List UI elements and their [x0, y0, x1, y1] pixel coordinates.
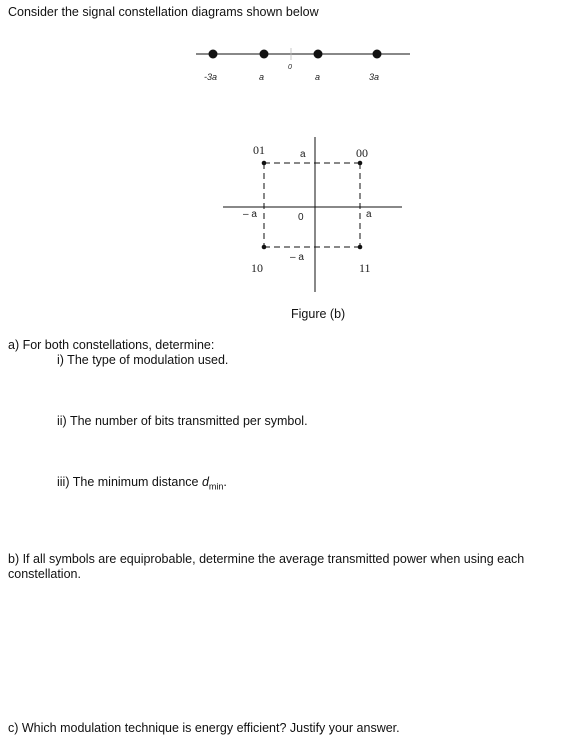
dmin-symbol: d — [201, 475, 209, 489]
figure-b-caption: Figure (b) — [291, 307, 346, 321]
figure-b-point — [358, 161, 363, 166]
figure-b-point — [262, 245, 267, 250]
question-b: b) If all symbols are equiprobable, determine the average transmitted power when using each constellation. — [8, 552, 525, 581]
figure-b-axis-label: 0 — [298, 212, 304, 223]
question-a-intro: a) For both constellations, determine: — [8, 338, 215, 352]
figure-b-constellation — [0, 0, 562, 300]
figure-b-point — [262, 161, 267, 166]
figure-b-square — [264, 163, 360, 247]
figure-b-axis-label: – a — [243, 209, 257, 220]
question-a-iii-text: iii) The minimum distance — [57, 475, 202, 489]
question-a-iii-end: . — [223, 475, 227, 489]
figure-a-tick-label: a — [315, 72, 321, 82]
figure-b-axis-label: – a — [290, 252, 304, 263]
dmin-subscript: min — [208, 481, 224, 492]
figure-b-point — [358, 245, 363, 250]
figure-a-tick-label: 0 — [288, 64, 292, 71]
figure-b-symbol-label: 10 — [251, 261, 263, 275]
figure-b-axis-label: a — [300, 149, 306, 160]
intro-text: Consider the signal constellation diagrams shown below — [8, 5, 319, 19]
question-c: c) Which modulation technique is energy efficient? Justify your answer. — [8, 721, 400, 735]
question-a-iii — [57, 475, 227, 495]
figure-b-symbol-label: 00 — [356, 146, 368, 160]
question-a-i: i) The type of modulation used. — [57, 353, 229, 367]
question-a-ii: ii) The number of bits transmitted per symbol. — [57, 414, 308, 428]
figure-b-symbol-label: 11 — [359, 261, 371, 275]
figure-b-symbol-label: 01 — [253, 143, 265, 157]
figure-b-axis-label: a — [366, 209, 372, 220]
figure-a-tick-label: a — [259, 72, 265, 82]
figure-a-tick-label: -3a — [204, 72, 218, 82]
figure-a-tick-label: 3a — [369, 72, 380, 82]
